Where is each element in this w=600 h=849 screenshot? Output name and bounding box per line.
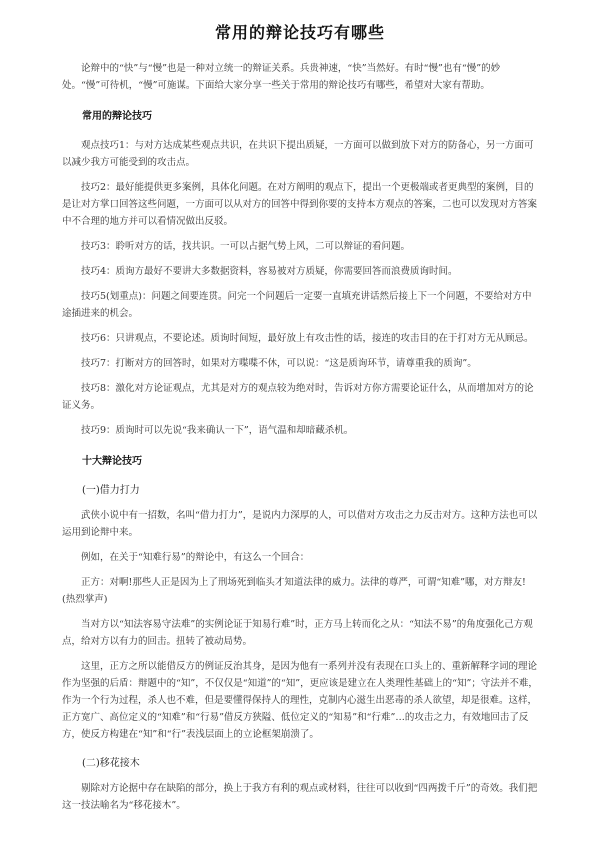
tip-6: 技巧6：只讲观点，不要论述。质询时间短，最好放上有攻击性的话，接连的攻击目的在于打对方无从顾忌。 (81, 333, 534, 344)
paragraph-counter: 当对方以“知法容易守法难”的实例论证于知易行难”时，正方马上转而化之从：“知法不易”的角度强化己方观点，给对方以有力的回击。扭转了被动局势。 (62, 619, 533, 647)
paragraph-example: 例如，在关于“知难行易”的辩论中，有这么一个回合： (81, 552, 310, 563)
paragraph-analysis: 这里，正方之所以能借反方的例证反治其身，是因为他有一系列并没有表现在口头上的、重新解释字词的理论作为坚强的后盾：辩题中的“知”，不仅仅是“知道”的“知”，更应该是建立在人类理性基础上的“知”；守法并不难，作为一个行为过程，杀人也不难，但是要懂得保持人的理性，克制内心滋生出恶毒的杀人欲望，却是很难。这样，正方宽广、高位定义的“知难”和“行易”借反方狭隘、低位定义的“知易”和“行难”…的攻击之力，有效地回击了反方，使反方构建在“知”和“行”表浅层面上的立论框架崩溃了。 (62, 661, 538, 740)
tip-5: 技巧5(划重点)：问题之间要连贯。问完一个问题后一定要一直填充讲话然后接上下一个问题，不要给对方中途插进来的机会。 (62, 291, 532, 319)
tip-2: 技巧2：最好能提供更多案例，具体化问题。在对方阐明的观点下，提出一个更极端或者更典型的案例，目的是让对方掌口回答这些问题，一方面可以从对方的回答中得到你要的支持本方观点的答案，二也可以发现对方答案中不合理的地方并可以看情况做出反驳。 (62, 182, 538, 227)
tip-7: 技巧7：打断对方的回答时，如果对方喋喋不休，可以说：“这是质询环节，请尊重我的质询”。 (81, 358, 477, 369)
section-heading-ten-skills: 十大辩论技巧 (82, 456, 142, 467)
page-title: 常用的辩论技巧有哪些 (214, 23, 385, 42)
intro-paragraph: 论辩中的“快”与“慢”也是一种对立统一的辩证关系。兵贵神速，“快”当然好。有时“慢”也有“慢”的妙处。“慢”可待机，“慢”可施谋。下面给大家分享一些关于常用的辩论技巧有哪些，希望对大家有帮助。 (62, 63, 501, 91)
paragraph-wuxia: 武侠小说中有一招数，名叫“借力打力”，是说内力深厚的人，可以借对方攻击之力反击对方。这种方法也可以运用到论辩中来。 (62, 510, 538, 538)
tip-8: 技巧8：激化对方论证观点，尤其是对方的观点较为绝对时，告诉对方你方需要论证什么，从而增加对方的论证义务。 (62, 383, 534, 411)
tip-3: 技巧3：聆听对方的话，找共识。一可以占据气势上风，二可以辩证的看问题。 (81, 241, 411, 252)
tip-4: 技巧4：质询方最好不要讲大多数据资料，容易被对方质疑，你需要回答而浪费质询时间。 (81, 266, 458, 277)
section-heading-common-skills: 常用的辩论技巧 (82, 111, 152, 122)
paragraph-affirmative-quote: 正方：对啊!那些人正是因为上了刑场死到临头才知道法律的威力。法律的尊严，可谓“知难”哪，对方辩友!(热烈掌声) (62, 577, 526, 605)
tip-1: 观点技巧1：与对方达成某些观点共识，在共识下提出质疑，一方面可以做到放下对方的防备心，另一方面可以减少我方可能受到的攻击点。 (62, 140, 534, 168)
subheading-graft: (二)移花接木 (82, 758, 140, 769)
tip-9: 技巧9：质询时可以先说“我来确认一下”，语气温和却暗藏杀机。 (81, 425, 354, 436)
paragraph-graft: 剔除对方论据中存在缺陷的部分，换上于我方有利的观点或材料，往往可以收到“四两拨千斤”的奇效。我们把这一技法喻名为“移花接木”。 (62, 783, 538, 811)
subheading-borrow-force: (一)借力打力 (82, 485, 140, 496)
